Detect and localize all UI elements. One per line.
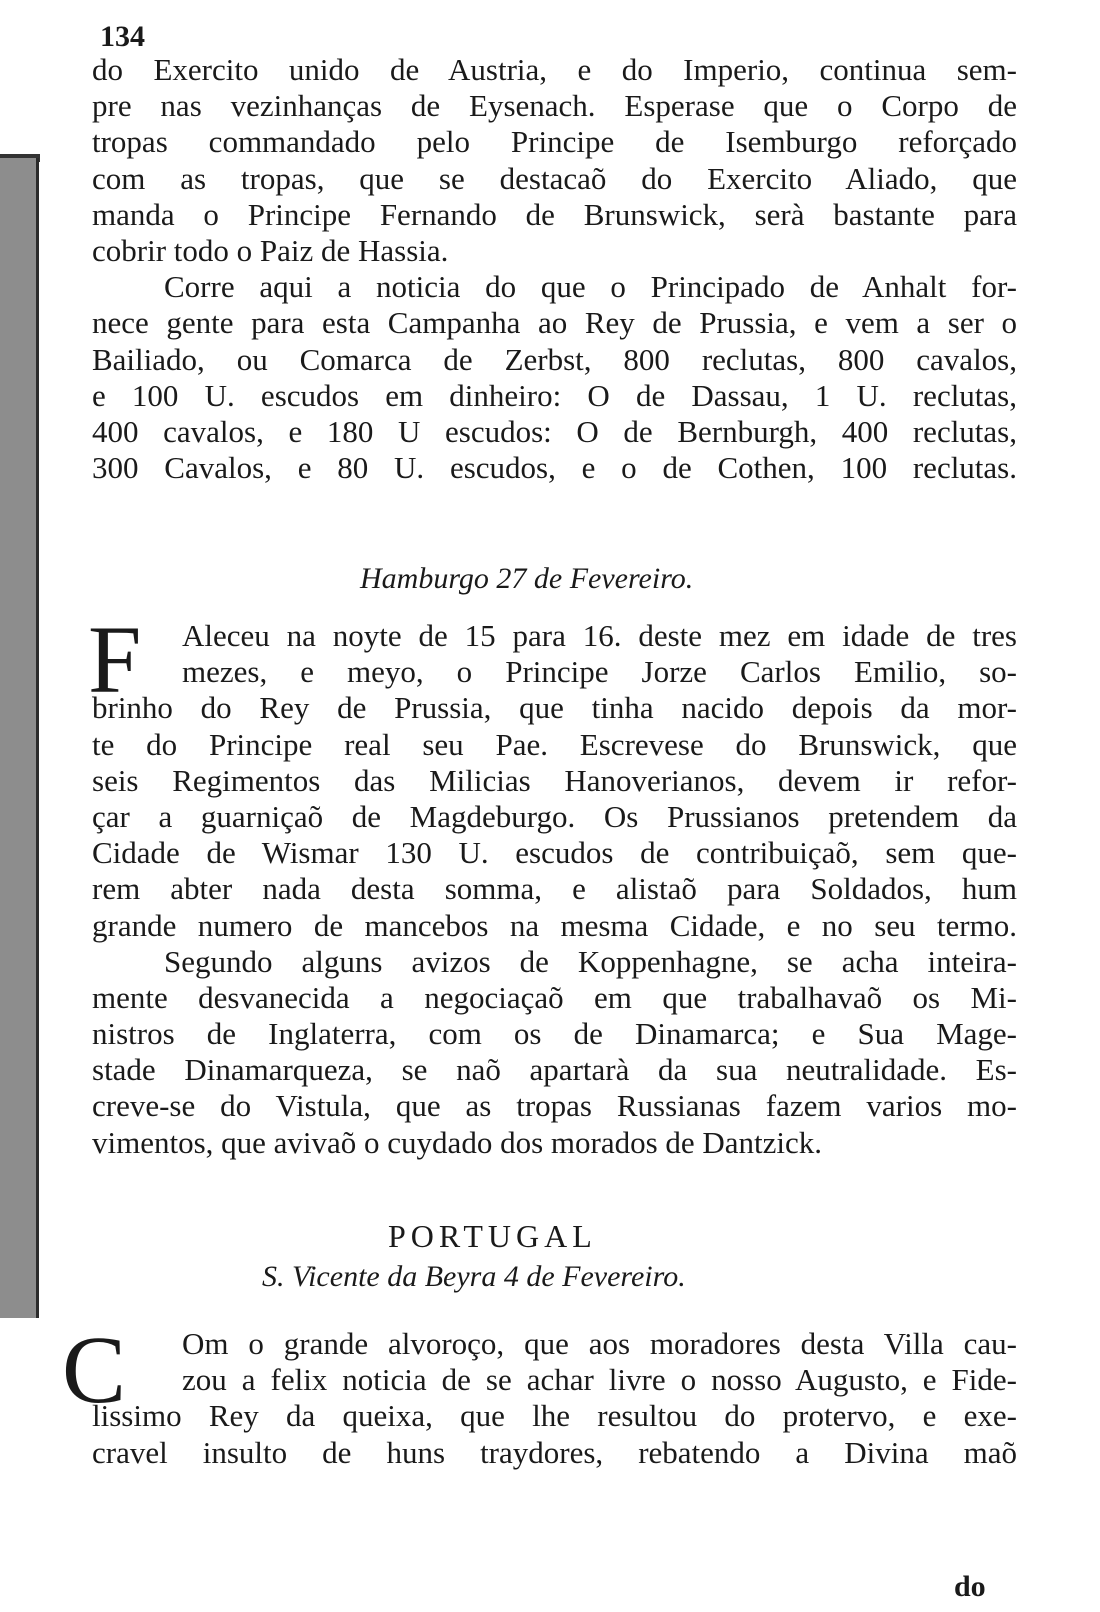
catchword: do	[954, 1570, 986, 1603]
text-line: Om o grande alvoroço, que aos moradores desta Villa cau-	[182, 1326, 1017, 1361]
text-line: tropas commandado pelo Principe de Isemburgo reforçado	[92, 124, 1017, 160]
text-line: Aleceu na noyte de 15 para 16. deste mez em idade de tres	[182, 618, 1017, 653]
text-line: lissimo Rey da queixa, que lhe resultou do protervo, e exe-	[92, 1398, 1017, 1434]
text-line: pre nas vezinhanças de Eysenach. Esperase que o Corpo de	[92, 88, 1017, 124]
text-line: mezes, e meyo, o Principe Jorze Carlos Emilio, so-	[182, 654, 1017, 690]
text-line: Segundo alguns avizos de Koppenhagne, se acha inteira-	[164, 943, 1017, 979]
text-line: rem abter nada desta somma, e alistaõ para Soldados, hum	[92, 871, 1017, 907]
text-line: te do Principe real seu Pae. Escrevese do Brunswick, que	[92, 726, 1017, 762]
text-line: cravel insulto de huns traydores, rebatendo a Divina maõ	[92, 1434, 1017, 1470]
text-line: stade Dinamarqueza, se naõ apartarà da sua neutralidade. Es-	[92, 1052, 1017, 1088]
text-line: com as tropas, que se destacaõ do Exercito Aliado, que	[92, 160, 1017, 196]
text-line: zou a felix noticia de se achar livre o nosso Augusto, e Fide-	[182, 1362, 1017, 1398]
text-line: Cidade de Wismar 130 U. escudos de contribuiçaõ, sem que-	[92, 835, 1017, 871]
paragraph-block-3	[92, 1326, 1017, 1471]
dateline-s-vicente: S. Vicente da Beyra 4 de Fevereiro.	[262, 1260, 686, 1293]
text-line: vimentos, que avivaõ o cuydado dos morados de Dantzick.	[92, 1124, 823, 1160]
drop-cap: F	[88, 606, 142, 713]
text-line: do Exercito unido de Austria, e do Imperio, continua sem-	[92, 52, 1017, 87]
text-line: Bailiado, ou Comarca de Zerbst, 800 reclutas, 800 cavalos,	[92, 341, 1017, 377]
section-title: PORTUGAL	[388, 1218, 597, 1254]
text-line: cobrir todo o Paiz de Hassia.	[92, 232, 449, 268]
text-line: çar a guarniçaõ de Magdeburgo. Os Prussianos pretendem da	[92, 798, 1017, 834]
text-line: brinho do Rey de Prussia, que tinha nacido depois da mor-	[92, 690, 1017, 726]
facing-page-edge	[0, 158, 39, 1318]
paragraph-block-2	[92, 618, 1017, 1161]
text-line: Corre aqui a noticia do que o Principado de Anhalt for-	[164, 269, 1017, 305]
dateline-hamburgo: Hamburgo 27 de Fevereiro.	[360, 562, 694, 595]
paragraph-block-1	[92, 52, 1017, 486]
drop-cap: C	[62, 1316, 127, 1423]
text-line: 300 Cavalos, e 80 U. escudos, e o de Cothen, 100 reclutas.	[92, 450, 1017, 486]
text-line: seis Regimentos das Milicias Hanoverianos, devem ir refor-	[92, 762, 1017, 798]
text-line: e 100 U. escudos em dinheiro: O de Dassau, 1 U. reclutas,	[92, 377, 1017, 413]
page-number: 134	[100, 20, 145, 53]
text-line: nistros de Inglaterra, com os de Dinamarca; e Sua Mage-	[92, 1016, 1017, 1052]
text-line: 400 cavalos, e 180 U escudos: O de Bernburgh, 400 reclutas,	[92, 413, 1017, 449]
text-line: manda o Principe Fernando de Brunswick, serà bastante para	[92, 196, 1017, 232]
text-line: grande numero de mancebos na mesma Cidade, e no seu termo.	[92, 907, 1017, 943]
text-line: nece gente para esta Campanha ao Rey de Prussia, e vem a ser o	[92, 305, 1017, 341]
text-line: creve-se do Vistula, que as tropas Russianas fazem varios mo-	[92, 1088, 1017, 1124]
text-line: mente desvanecida a negociaçaõ em que trabalhavaõ os Mi-	[92, 979, 1017, 1015]
